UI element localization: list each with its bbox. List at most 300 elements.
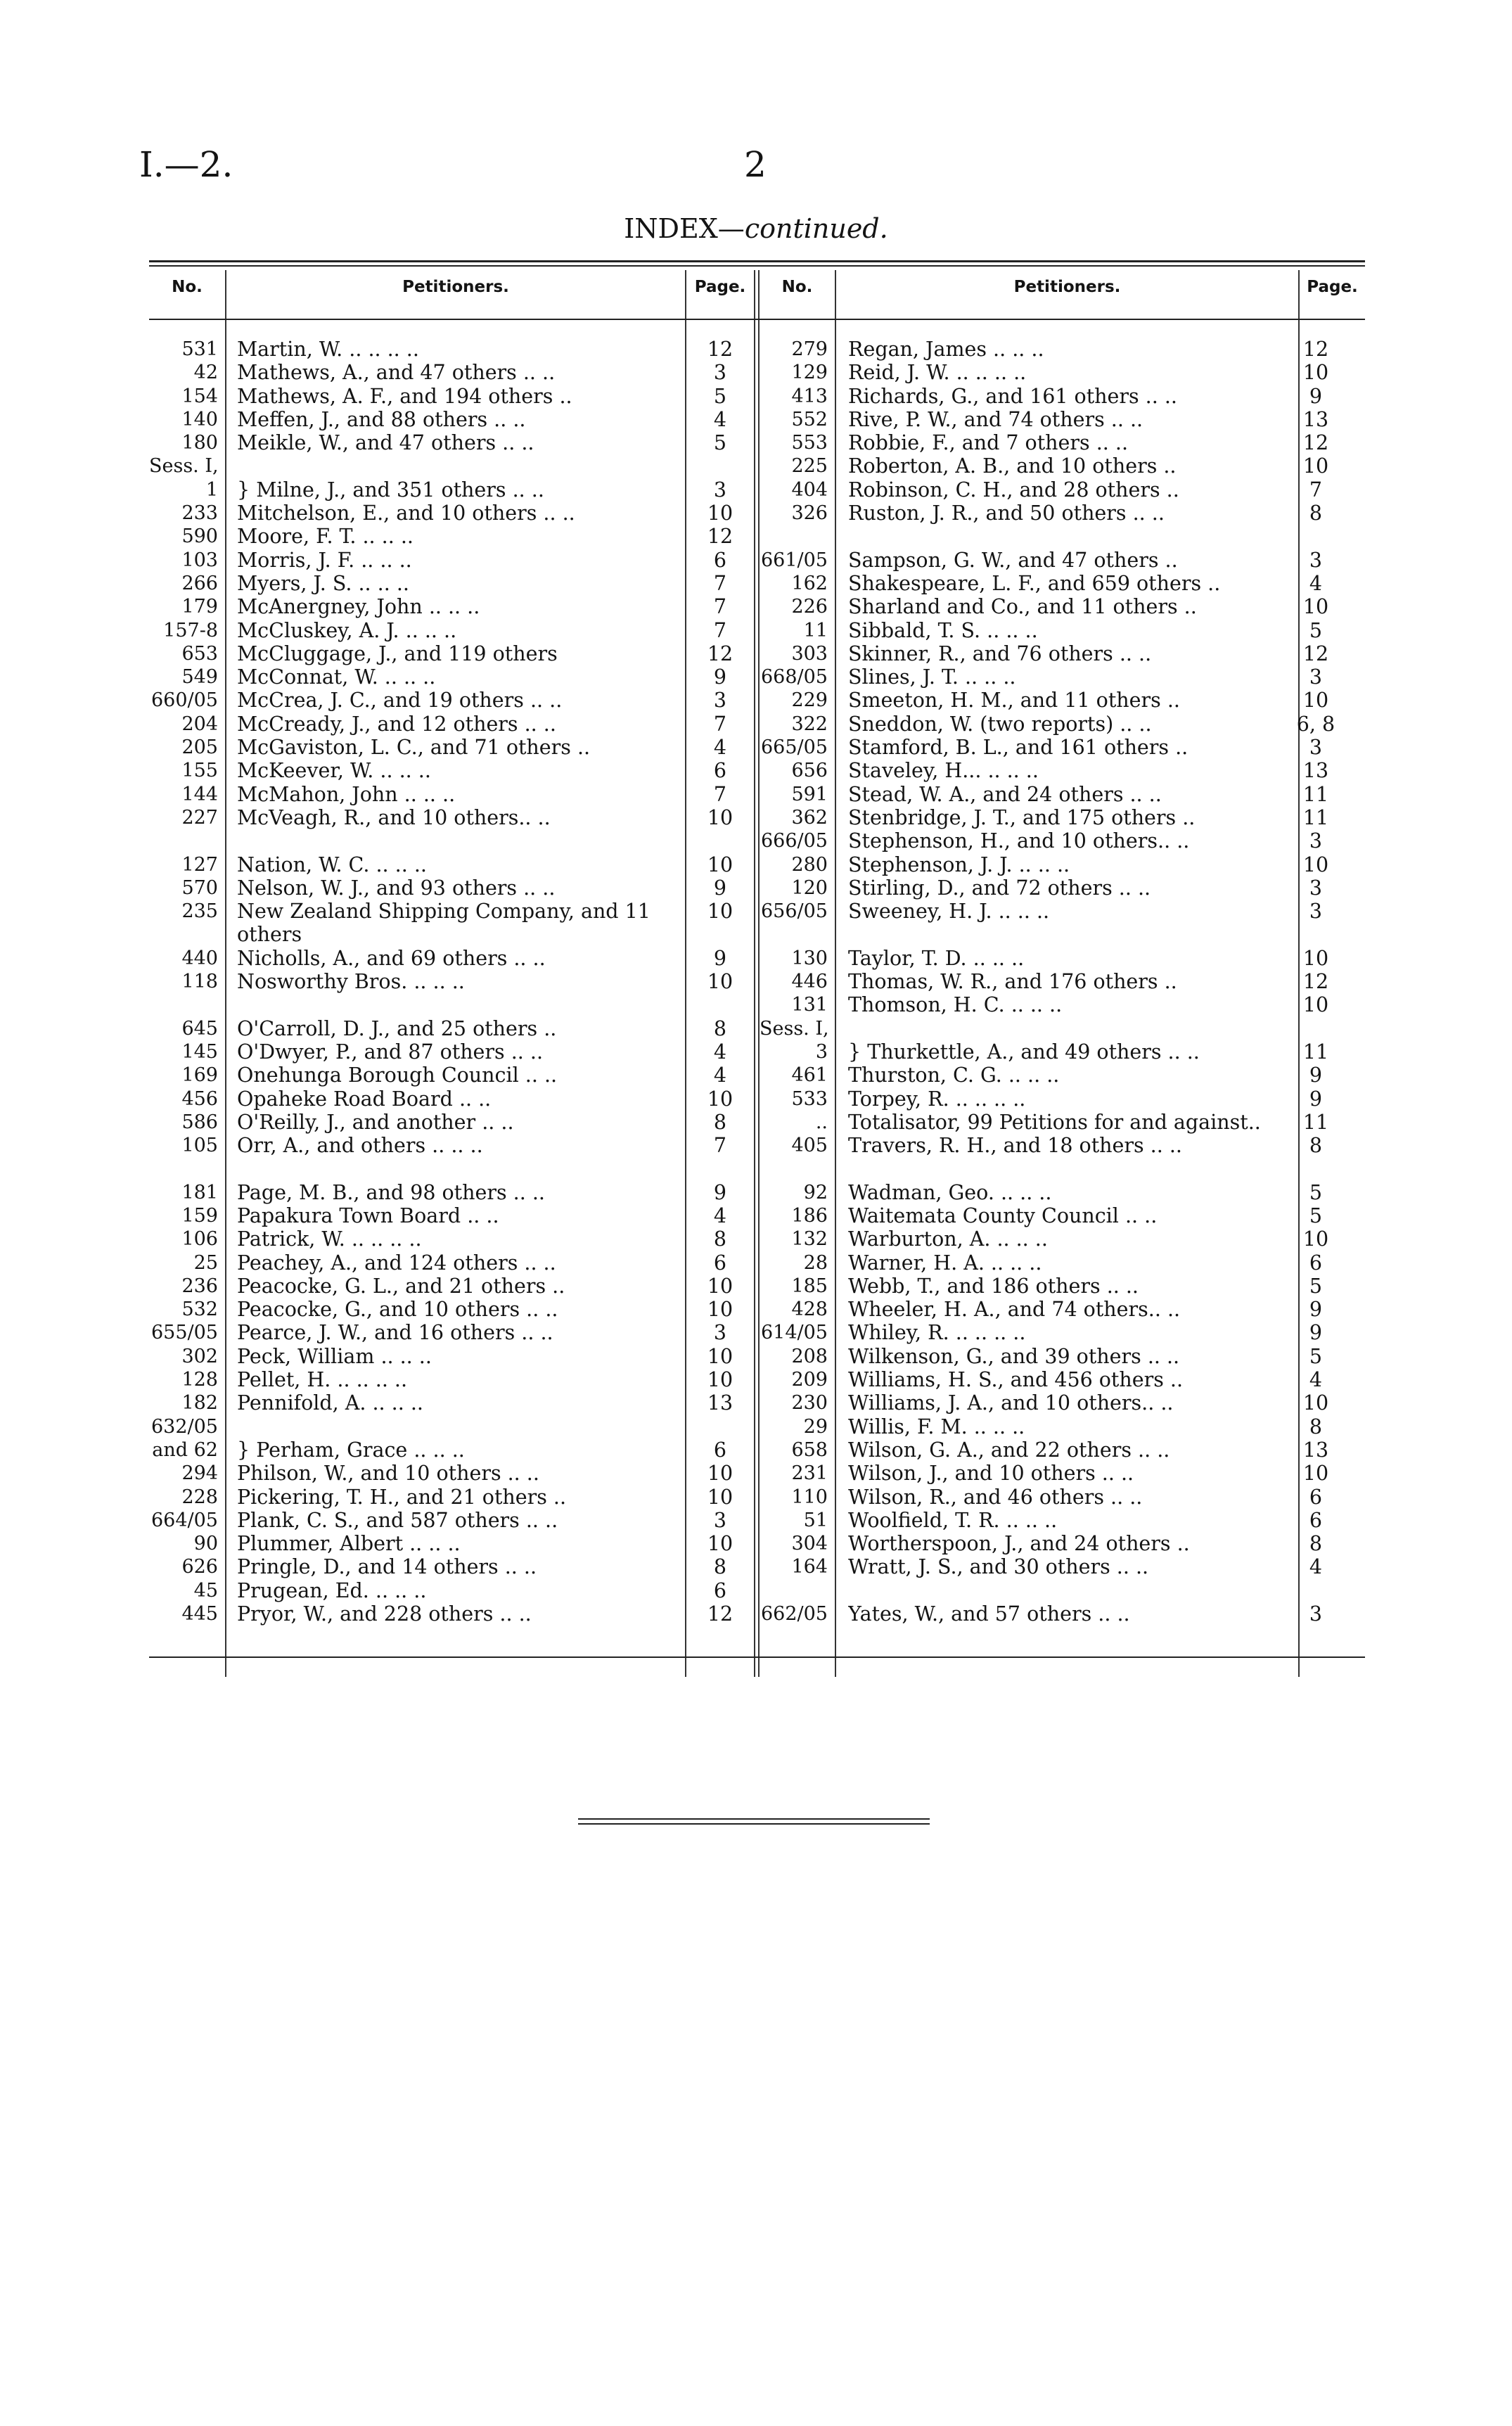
petition-number: 456	[181, 1087, 218, 1110]
petition-number: 11	[803, 619, 828, 641]
petition-number: 552	[791, 408, 828, 430]
petition-number: 227	[181, 806, 218, 829]
petitioner-name: Woolfield, T. R. .. .. ..	[848, 1508, 1058, 1532]
table-row	[760, 1017, 1365, 1040]
page-reference: 10	[1302, 1227, 1329, 1251]
page-reference: 10	[1302, 853, 1329, 876]
page-reference: 5	[1309, 618, 1323, 642]
petitioner-name: Warner, H. A. .. .. ..	[848, 1251, 1042, 1275]
table-row	[760, 1251, 1365, 1275]
page-reference: 9	[1309, 384, 1323, 408]
petition-number: 656/05	[761, 900, 828, 923]
table-row	[149, 1181, 755, 1204]
petition-number: Sess. I,	[149, 455, 219, 478]
page-reference: 10	[1302, 689, 1329, 713]
petitioner-name: Roberton, A. B., and 10 others ..	[848, 454, 1177, 478]
petitioner-name: Peacocke, G., and 10 others .. ..	[237, 1298, 558, 1322]
petitioner-name: Stephenson, J. J. .. .. ..	[848, 853, 1070, 876]
petition-number: 446	[791, 971, 828, 993]
table-row	[760, 947, 1365, 970]
table-row	[760, 1157, 1365, 1180]
table-row	[760, 1134, 1365, 1157]
petitioner-name: Willis, F. M. .. .. ..	[848, 1415, 1025, 1438]
petitioner-name: Stephenson, H., and 10 others.. ..	[848, 829, 1190, 853]
page-reference: 10	[1302, 454, 1329, 478]
left-petitioners-heading: Petitioners.	[402, 278, 509, 296]
page-reference: 9	[1309, 1064, 1323, 1087]
petitioner-name: Yates, W., and 57 others .. ..	[848, 1602, 1130, 1626]
table-row	[149, 525, 755, 548]
right-page-heading: Page.	[1307, 278, 1358, 296]
table-row	[760, 572, 1365, 595]
petitioner-name: Pringle, D., and 14 others .. ..	[237, 1555, 537, 1579]
page-reference: 10	[707, 853, 733, 876]
table-row	[149, 1134, 755, 1157]
page-reference: 10	[707, 805, 733, 829]
petition-number: 662/05	[761, 1603, 828, 1626]
table-row	[149, 1064, 755, 1087]
petitioner-name: McCready, J., and 12 others .. ..	[237, 712, 556, 736]
petition-number: 632/05	[151, 1415, 218, 1438]
petition-number: 231	[791, 1462, 828, 1485]
petition-number: 128	[181, 1369, 218, 1391]
petition-number: 144	[181, 783, 218, 805]
table-row	[149, 1227, 755, 1251]
page-reference: 5	[1309, 1344, 1323, 1368]
table-row	[760, 1321, 1365, 1344]
petitioner-name: Taylor, T. D. .. .. ..	[848, 946, 1025, 970]
petitioner-name: Myers, J. S. .. .. ..	[237, 571, 409, 595]
page-reference: 8	[713, 1110, 727, 1134]
petitioner-name: Waitemata County Council .. ..	[848, 1204, 1158, 1227]
petition-number: 182	[181, 1392, 218, 1415]
table-row	[149, 923, 755, 946]
table-row	[760, 1087, 1365, 1111]
page-reference: 7	[713, 595, 727, 619]
table-row	[760, 549, 1365, 572]
page-reference: 4	[1309, 1555, 1323, 1579]
page-reference: 8	[1309, 1134, 1323, 1158]
petition-number: 129	[791, 362, 828, 384]
table-row	[760, 1555, 1365, 1578]
petition-number: Sess. I,	[760, 1017, 829, 1040]
petitioner-name: } Thurkettle, A., and 49 others .. ..	[848, 1040, 1200, 1064]
page-reference: 10	[707, 1368, 733, 1392]
table-row	[149, 783, 755, 806]
table-row	[760, 1368, 1365, 1391]
petitioner-name: Regan, James .. .. ..	[848, 338, 1044, 361]
page-reference: 12	[707, 641, 733, 665]
page-reference: 13	[1302, 1438, 1329, 1462]
petition-number: 614/05	[761, 1322, 828, 1344]
petitioner-name: Torpey, R. .. .. .. ..	[848, 1087, 1026, 1111]
table-row	[149, 431, 755, 454]
petitioner-name: Robbie, F., and 7 others .. ..	[848, 431, 1128, 455]
petitioner-name: Wilkenson, G., and 39 others .. ..	[848, 1344, 1180, 1368]
page-reference: 6	[1309, 1485, 1323, 1509]
table-row	[760, 1181, 1365, 1204]
petitioner-name: Pickering, T. H., and 21 others ..	[237, 1485, 567, 1509]
page-reference: 3	[1309, 1602, 1323, 1626]
page-reference: 11	[1302, 1110, 1329, 1134]
table-row	[149, 642, 755, 665]
petitioner-name: Warburton, A. .. .. ..	[848, 1227, 1048, 1251]
page-reference: 10	[707, 1274, 733, 1298]
page-reference: 10	[1302, 595, 1329, 619]
petitioner-name: McAnergney, John .. .. ..	[237, 595, 480, 619]
page-reference: 12	[1302, 338, 1329, 361]
page-reference: 9	[1309, 1087, 1323, 1111]
table-row	[149, 1040, 755, 1064]
page-reference: 4	[713, 1204, 727, 1227]
petition-number: 154	[181, 385, 218, 407]
petition-number: 428	[791, 1298, 828, 1321]
petitioner-name: Prugean, Ed. .. .. ..	[237, 1578, 427, 1602]
table-row	[760, 1579, 1365, 1602]
petition-number: 162	[791, 572, 828, 594]
table-row	[760, 876, 1365, 900]
page-reference: 10	[707, 900, 733, 924]
page-reference: 7	[713, 712, 727, 736]
petition-number: 553	[791, 432, 828, 454]
petitioner-name: Whiley, R. .. .. .. ..	[848, 1321, 1026, 1345]
petition-number: 3	[815, 1040, 828, 1063]
petitioner-name: Stirling, D., and 72 others .. ..	[848, 876, 1151, 900]
petitioner-name: Wilson, J., and 10 others .. ..	[848, 1462, 1134, 1486]
petition-number: 179	[181, 596, 218, 618]
table-row	[760, 713, 1365, 736]
petition-number: 28	[803, 1251, 828, 1274]
petitioner-name: Wratt, J. S., and 30 others .. ..	[848, 1555, 1149, 1579]
table-row	[149, 829, 755, 853]
page-reference: 3	[1309, 665, 1323, 689]
title-main: INDEX—	[624, 213, 745, 244]
page-reference: 7	[713, 782, 727, 806]
table-row	[760, 361, 1365, 384]
petitioner-name: Travers, R. H., and 18 others .. ..	[848, 1134, 1182, 1158]
page-number: 2	[744, 144, 767, 185]
petitioner-name: Wilson, R., and 46 others .. ..	[848, 1485, 1143, 1509]
petitioner-name: Meikle, W., and 47 others .. ..	[237, 431, 534, 455]
petitioner-name: Page, M. B., and 98 others .. ..	[237, 1180, 545, 1204]
page-reference: 8	[713, 1016, 727, 1040]
petitioner-name: Thurston, C. G. .. .. ..	[848, 1064, 1060, 1087]
petition-number: 531	[181, 338, 218, 360]
table-row	[149, 478, 755, 502]
table-row	[149, 1251, 755, 1275]
table-row	[760, 1227, 1365, 1251]
table-row	[760, 385, 1365, 408]
petitioner-name: McKeever, W. .. .. ..	[237, 759, 431, 783]
petition-number: 110	[791, 1486, 828, 1508]
table-row	[149, 689, 755, 712]
table-row	[760, 1064, 1365, 1087]
petitioner-name: Thomson, H. C. .. .. ..	[848, 993, 1063, 1017]
petition-number: 570	[181, 876, 218, 899]
page-reference: 6	[713, 759, 727, 783]
table-row	[149, 1486, 755, 1509]
petition-number: 303	[791, 642, 828, 665]
right-petitioners-heading: Petitioners.	[1013, 278, 1121, 296]
petitioner-name: Nosworthy Bros. .. .. ..	[237, 970, 465, 994]
petitioner-name: Peacocke, G. L., and 21 others ..	[237, 1274, 565, 1298]
table-row	[149, 1462, 755, 1485]
table-row	[760, 1204, 1365, 1227]
table-row	[149, 806, 755, 829]
petition-number: 230	[791, 1392, 828, 1415]
table-row	[760, 665, 1365, 689]
table-bottom-rule	[149, 1656, 1365, 1658]
table-row	[149, 665, 755, 689]
table-row	[760, 1415, 1365, 1438]
page-reference: 8	[1309, 1532, 1323, 1556]
petitioner-name: McCluggage, J., and 119 others	[237, 641, 558, 665]
petition-number: 658	[791, 1438, 828, 1461]
petitioner-name: McMahon, John .. .. ..	[237, 782, 456, 806]
table-row	[760, 642, 1365, 665]
page-reference: 10	[1302, 1462, 1329, 1486]
page-reference: 4	[713, 1040, 727, 1064]
petition-number: 233	[181, 502, 218, 525]
page-reference: 6	[1309, 1251, 1323, 1275]
petition-number: 668/05	[761, 666, 828, 689]
page-reference: 3	[713, 361, 727, 385]
petition-number: 322	[791, 713, 828, 735]
page-reference: 6	[713, 1438, 727, 1462]
petition-number: 127	[181, 853, 218, 876]
petitioner-name: Philson, W., and 10 others .. ..	[237, 1462, 539, 1486]
table-row	[760, 1275, 1365, 1298]
table-row	[149, 1555, 755, 1578]
petitioner-name: Opaheke Road Board .. ..	[237, 1087, 492, 1111]
petition-number: 131	[791, 994, 828, 1016]
table-row	[149, 1345, 755, 1368]
petition-number: 130	[791, 947, 828, 969]
petitioner-name: McConnat, W. .. .. ..	[237, 665, 436, 689]
page-reference: 10	[707, 1462, 733, 1486]
table-row	[760, 1391, 1365, 1415]
petition-number: 145	[181, 1040, 218, 1063]
table-top-rule-inner	[149, 265, 1365, 267]
petitioner-name: Sweeney, H. J. .. .. ..	[848, 900, 1050, 924]
table-row	[149, 338, 755, 361]
table-row	[760, 1345, 1365, 1368]
page-reference: 10	[1302, 1391, 1329, 1415]
petition-number: 294	[181, 1462, 218, 1485]
table-row	[149, 502, 755, 525]
petitioner-name: Sneddon, W. (two reports) .. ..	[848, 712, 1152, 736]
petition-number: 51	[803, 1509, 828, 1531]
table-row	[149, 1321, 755, 1344]
table-row	[149, 993, 755, 1016]
table-top-rule	[149, 260, 1365, 262]
petitioner-name: Sampson, G. W., and 47 others ..	[848, 548, 1178, 572]
petition-number: 157-8	[163, 619, 218, 641]
page-reference: 12	[1302, 431, 1329, 455]
table-row	[149, 1204, 755, 1227]
table-row	[760, 993, 1365, 1016]
petitioner-name: Onehunga Borough Council .. ..	[237, 1064, 558, 1087]
table-row	[149, 1298, 755, 1321]
petition-number: 228	[181, 1486, 218, 1508]
table-row	[760, 454, 1365, 478]
table-row	[760, 431, 1365, 454]
page-reference: 7	[713, 571, 727, 595]
table-row	[760, 829, 1365, 853]
closing-rule-lower	[578, 1823, 930, 1825]
table-row	[149, 1275, 755, 1298]
closing-rule-upper	[578, 1818, 930, 1820]
page-reference: 12	[707, 525, 733, 549]
page-reference: 10	[1302, 361, 1329, 385]
table-row	[149, 947, 755, 970]
table-row	[149, 713, 755, 736]
petitioner-name: Peachey, A., and 124 others .. ..	[237, 1251, 556, 1275]
petitioner-name: Mitchelson, E., and 10 others .. ..	[237, 502, 575, 525]
petitioner-name: Stamford, B. L., and 161 others ..	[848, 736, 1189, 760]
table-row	[760, 923, 1365, 946]
petition-number: and 62	[152, 1438, 218, 1461]
index-table	[149, 260, 1365, 1667]
page-reference: 12	[707, 1602, 733, 1626]
table-row	[149, 1602, 755, 1626]
petition-number: 180	[181, 432, 218, 454]
page-reference: 5	[1309, 1274, 1323, 1298]
petition-number: 225	[791, 455, 828, 478]
page-reference: 9	[713, 946, 727, 970]
table-row	[760, 689, 1365, 712]
petition-number: 229	[791, 689, 828, 712]
petition-number: 302	[181, 1345, 218, 1367]
table-row	[149, 1415, 755, 1438]
petitioner-name: Pellet, H. .. .. .. ..	[237, 1368, 408, 1392]
table-row	[149, 759, 755, 782]
petition-number: 90	[193, 1533, 218, 1555]
table-row	[760, 595, 1365, 618]
petition-number: 105	[181, 1135, 218, 1157]
table-row	[760, 1602, 1365, 1626]
table-row	[149, 595, 755, 618]
right-no-heading: No.	[781, 278, 813, 296]
petitioner-name: Mathews, A., and 47 others .. ..	[237, 361, 556, 385]
page-reference: 3	[713, 478, 727, 502]
page-reference: 13	[707, 1391, 733, 1415]
table-row	[149, 1157, 755, 1180]
document-reference: I.—2.	[139, 144, 233, 185]
petition-number: 42	[193, 362, 218, 384]
petitioner-name: Richards, G., and 161 others .. ..	[848, 384, 1177, 408]
page-reference: 8	[1309, 502, 1323, 525]
table-row	[149, 1579, 755, 1602]
page-reference: 8	[1309, 1415, 1323, 1438]
petition-number: 279	[791, 338, 828, 360]
page-reference: 3	[1309, 829, 1323, 853]
petition-number: 645	[181, 1017, 218, 1040]
petitioner-name: Rive, P. W., and 74 others .. ..	[848, 407, 1143, 431]
petition-number: 29	[803, 1415, 828, 1438]
petition-number: 106	[181, 1228, 218, 1251]
petition-number: 304	[791, 1533, 828, 1555]
petition-number: 103	[181, 549, 218, 571]
page-reference: 10	[707, 1298, 733, 1322]
petitioner-name: Webb, T., and 186 others .. ..	[848, 1274, 1139, 1298]
petition-number: 132	[791, 1228, 828, 1251]
petition-number: 45	[193, 1579, 218, 1602]
petitioner-name: Pennifold, A. .. .. ..	[237, 1391, 423, 1415]
table-row	[149, 1111, 755, 1134]
petitioner-name: Martin, W. .. .. .. ..	[237, 338, 419, 361]
table-row	[149, 408, 755, 431]
petition-number: 656	[791, 760, 828, 782]
petitioner-name: McCluskey, A. J. .. .. ..	[237, 618, 457, 642]
table-row	[760, 408, 1365, 431]
petition-number: 204	[181, 713, 218, 735]
table-row	[149, 454, 755, 478]
petitioner-name: } Perham, Grace .. .. ..	[237, 1438, 465, 1462]
page-reference: 6	[713, 548, 727, 572]
petitioner-name: Pryor, W., and 228 others .. ..	[237, 1602, 532, 1626]
table-row	[760, 619, 1365, 642]
page-reference: 10	[1302, 946, 1329, 970]
petition-number: 209	[791, 1369, 828, 1391]
page-reference: 3	[1309, 900, 1323, 924]
petitioner-name: O'Carroll, D. J., and 25 others ..	[237, 1016, 557, 1040]
page-reference: 9	[1309, 1298, 1323, 1322]
page-reference: 8	[713, 1227, 727, 1251]
petition-number: 155	[181, 760, 218, 782]
page-reference: 10	[707, 970, 733, 994]
page-reference: 11	[1302, 1040, 1329, 1064]
table-row	[760, 502, 1365, 525]
petition-number: 185	[791, 1275, 828, 1297]
petitioner-name: Orr, A., and others .. .. ..	[237, 1134, 483, 1158]
page-reference: 4	[1309, 1368, 1323, 1392]
petition-number: 118	[181, 971, 218, 993]
table-row	[760, 1298, 1365, 1321]
page-reference: 6	[713, 1251, 727, 1275]
petitioner-name: Moore, F. T. .. .. ..	[237, 525, 414, 549]
petition-number: 120	[791, 876, 828, 899]
page-reference: 13	[1302, 407, 1329, 431]
page-reference: 3	[713, 1321, 727, 1345]
petitioner-name: McCrea, J. C., and 19 others .. ..	[237, 689, 563, 713]
petitioner-name: Mathews, A. F., and 194 others ..	[237, 384, 572, 408]
page-reference: 9	[713, 665, 727, 689]
table-row	[149, 1438, 755, 1462]
table-row	[149, 572, 755, 595]
petition-number: ..	[815, 1111, 828, 1133]
table-row	[760, 853, 1365, 876]
title-continued: continued.	[744, 213, 888, 244]
table-row	[760, 1462, 1365, 1485]
petitioner-name: Sharland and Co., and 11 others ..	[848, 595, 1197, 619]
petitioner-name: Thomas, W. R., and 176 others ..	[848, 970, 1177, 994]
page-reference: 10	[707, 1485, 733, 1509]
petition-number: 159	[181, 1204, 218, 1227]
petitioner-name: Totalisator, 99 Petitions for and against..	[848, 1110, 1261, 1134]
page-reference: 7	[1309, 478, 1323, 502]
petitioner-name: Stead, W. A., and 24 others .. ..	[848, 782, 1162, 806]
table-row	[760, 1111, 1365, 1134]
petition-number: 664/05	[151, 1509, 218, 1531]
petitioner-name: Slines, J. T. .. .. ..	[848, 665, 1016, 689]
petitioner-name: Patrick, W. .. .. .. ..	[237, 1227, 422, 1251]
petition-number: 235	[181, 900, 218, 923]
table-row	[149, 736, 755, 759]
petition-number: 280	[791, 853, 828, 876]
index-title	[0, 213, 1512, 244]
petition-number: 445	[181, 1603, 218, 1626]
